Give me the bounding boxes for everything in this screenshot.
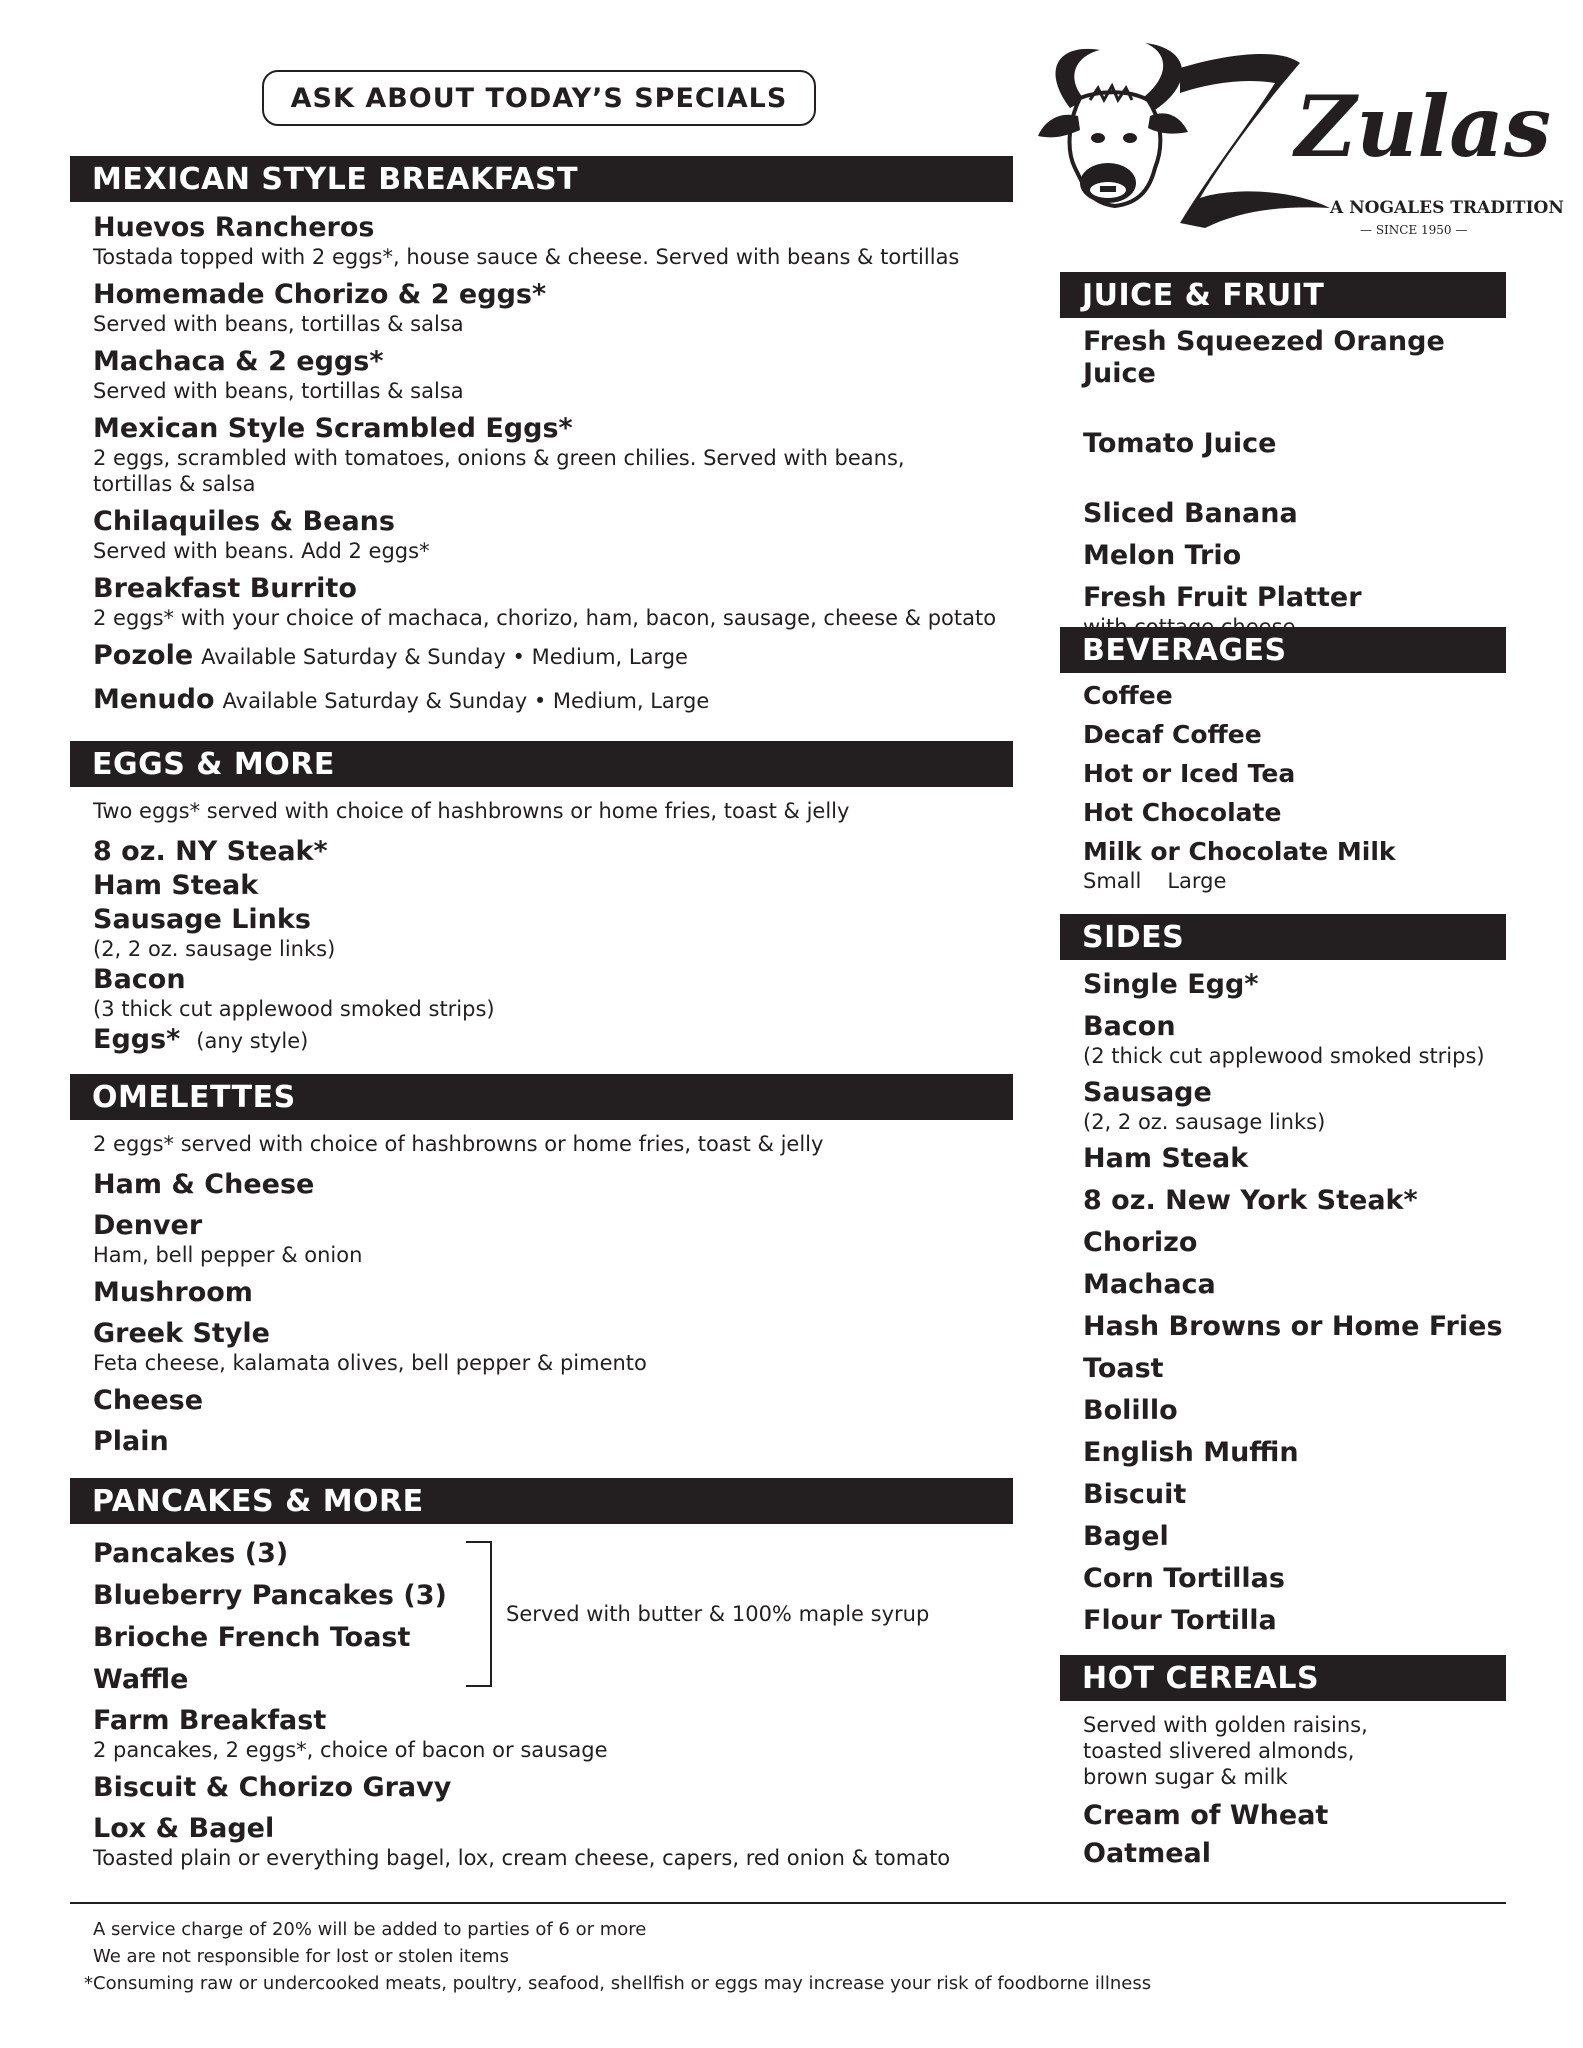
list-item: Oatmeal — [1083, 1838, 1211, 1869]
item-desc: (2 thick cut applewood smoked strips) — [1083, 1044, 1485, 1068]
item-name: Greek Style — [93, 1318, 270, 1349]
list-item — [93, 1210, 1013, 1268]
group-bracket — [466, 1541, 492, 1687]
size-large: Large — [1167, 869, 1227, 893]
list-item: Biscuit — [1083, 1479, 1187, 1510]
cereals-list — [1083, 1712, 1523, 1870]
item-name: Mushroom — [93, 1277, 253, 1308]
list-item — [93, 870, 1013, 902]
bull-logo-icon — [1030, 38, 1564, 238]
list-item — [93, 1169, 1013, 1201]
item-name: Eggs* — [93, 1024, 181, 1055]
item-name: Pozole — [93, 640, 194, 671]
item-name: Mexican Style Scrambled Eggs* — [93, 413, 573, 444]
list-item — [93, 1772, 1013, 1804]
item-name: Huevos Rancheros — [93, 212, 375, 243]
zulas-logo — [1030, 38, 1564, 238]
list-item — [93, 1705, 1013, 1763]
item-desc: 2 pancakes, 2 eggs*, choice of bacon or sausage — [93, 1738, 608, 1762]
beverages-header: BEVERAGES — [1060, 627, 1506, 673]
item-name: Breakfast Burrito — [93, 573, 357, 604]
list-item: Bagel — [1083, 1521, 1169, 1552]
list-item — [93, 1024, 1013, 1056]
item-desc: (any style) — [196, 1029, 309, 1053]
footer-disclaimer: *Consuming raw or undercooked meats, poultry, seafood, shellfish or eggs may increase your risk of foodborne illness — [84, 1973, 1152, 1994]
group-note: Served with butter & 100% maple syrup — [506, 1602, 930, 1626]
item-name: Homemade Chorizo & 2 eggs* — [93, 279, 547, 310]
svg-text:A NOGALES TRADITION: A NOGALES TRADITION — [1330, 198, 1564, 218]
section-intro: 2 eggs* served with choice of hashbrowns or home fries, toast & jelly — [93, 1132, 824, 1156]
item-name: Chilaquiles & Beans — [93, 506, 395, 537]
list-item — [93, 1426, 1013, 1458]
item-desc: Served with beans. Add 2 eggs* — [93, 539, 430, 563]
item-desc: 2 eggs, scrambled with tomatoes, onions & green chilies. Served with beans, tortillas & salsa — [93, 446, 905, 496]
list-item: Fresh Fruit Platter — [1083, 582, 1362, 613]
item-desc: Ham, bell pepper & onion — [93, 1243, 363, 1267]
list-item: English Muffin — [1083, 1437, 1299, 1468]
footer-divider — [70, 1902, 1506, 1904]
list-item: Sliced Banana — [1083, 498, 1298, 529]
list-item — [93, 506, 1013, 564]
mexican-header: MEXICAN STYLE BREAKFAST — [70, 156, 1013, 202]
sides-header: SIDES — [1060, 914, 1506, 960]
list-item — [93, 904, 1013, 962]
item-name: Menudo — [93, 684, 215, 715]
item-desc: (2, 2 oz. sausage links) — [93, 937, 336, 961]
list-item: Brioche French Toast — [93, 1622, 411, 1653]
list-item — [93, 640, 1013, 672]
list-item — [93, 346, 1013, 404]
item-name: Bacon — [93, 964, 186, 995]
list-item: Bacon — [1083, 1011, 1176, 1042]
item-name: Biscuit & Chorizo Gravy — [93, 1772, 452, 1803]
cereals-header: HOT CEREALS — [1060, 1655, 1506, 1701]
list-item: Pancakes (3) — [93, 1538, 289, 1569]
item-name: Machaca & 2 eggs* — [93, 346, 384, 377]
item-name: Ham & Cheese — [93, 1169, 315, 1200]
list-item: Hot Chocolate — [1083, 798, 1282, 827]
list-item: Tomato Juice — [1083, 428, 1277, 459]
list-item: Toast — [1083, 1353, 1164, 1384]
list-item: 8 oz. New York Steak* — [1083, 1185, 1418, 1216]
pancakes-list — [93, 1705, 1013, 1880]
list-item — [93, 836, 1013, 868]
list-item — [93, 684, 1013, 716]
list-item: Waffle — [93, 1664, 189, 1695]
item-name: 8 oz. NY Steak* — [93, 836, 328, 867]
item-desc: Available Saturday & Sunday • Medium, Large — [201, 645, 688, 669]
list-item: Chorizo — [1083, 1227, 1198, 1258]
list-item — [93, 212, 1013, 270]
omelettes-header: OMELETTES — [70, 1074, 1013, 1120]
size-options — [1083, 868, 1523, 894]
list-item: Hash Browns or Home Fries — [1083, 1311, 1503, 1342]
list-item: Ham Steak — [1083, 1143, 1249, 1174]
item-desc: Available Saturday & Sunday • Medium, Large — [222, 689, 710, 713]
svg-text:— SINCE 1950 —: — SINCE 1950 — — [1360, 223, 1468, 237]
item-desc: Tostada topped with 2 eggs*, house sauce & cheese. Served with beans & tortillas — [93, 245, 960, 269]
size-small: Small — [1083, 869, 1142, 893]
pancakes-header: PANCAKES & MORE — [70, 1478, 1013, 1524]
svg-text:Zulas: Zulas — [1295, 77, 1552, 176]
list-item: Hot or Iced Tea — [1083, 759, 1296, 788]
item-name: Plain — [93, 1426, 169, 1457]
list-item: Corn Tortillas — [1083, 1563, 1285, 1594]
item-name: Denver — [93, 1210, 203, 1241]
item-name: Sausage Links — [93, 904, 311, 935]
item-desc: Served with beans, tortillas & salsa — [93, 379, 464, 403]
list-item — [93, 1318, 1013, 1376]
sides-list — [1083, 969, 1523, 1637]
list-item: Coffee — [1083, 681, 1173, 710]
list-item: Blueberry Pancakes (3) — [93, 1580, 447, 1611]
list-item: Flour Tortilla — [1083, 1605, 1277, 1636]
item-name: Lox & Bagel — [93, 1813, 275, 1844]
item-desc: Toasted plain or everything bagel, lox, cream cheese, capers, red onion & tomato — [93, 1846, 951, 1870]
section-intro: Two eggs* served with choice of hashbrowns or home fries, toast & jelly — [93, 799, 850, 823]
mexican-list — [93, 212, 1013, 725]
list-item: Sausage — [1083, 1077, 1212, 1108]
eggs-header: EGGS & MORE — [70, 741, 1013, 787]
list-item — [93, 1385, 1013, 1417]
list-item — [93, 573, 1013, 631]
list-item: Cream of Wheat — [1083, 1800, 1329, 1831]
item-name: Cheese — [93, 1385, 204, 1416]
list-item — [93, 1813, 1013, 1871]
beverages-list — [1083, 680, 1523, 894]
list-item: Single Egg* — [1083, 969, 1259, 1000]
footer-note: A service charge of 20% will be added to parties of 6 or more — [93, 1919, 647, 1940]
item-desc: (3 thick cut applewood smoked strips) — [93, 997, 495, 1021]
section-intro-line: toasted slivered almonds, — [1083, 1739, 1355, 1763]
list-item — [93, 279, 1013, 337]
item-desc: (2, 2 oz. sausage links) — [1083, 1110, 1326, 1134]
list-item: Fresh Squeezed Orange Juice — [1083, 326, 1445, 389]
list-item — [93, 1277, 1013, 1309]
section-intro-line: brown sugar & milk — [1083, 1765, 1288, 1789]
list-item: Machaca — [1083, 1269, 1216, 1300]
list-item — [93, 964, 1013, 1022]
item-name: Ham Steak — [93, 870, 259, 901]
section-intro-line: Served with golden raisins, — [1083, 1713, 1368, 1737]
item-desc: Feta cheese, kalamata olives, bell pepper & pimento — [93, 1351, 647, 1375]
list-item: Bolillo — [1083, 1395, 1178, 1426]
list-item: Melon Trio — [1083, 540, 1242, 571]
eggs-list — [93, 798, 1013, 1058]
list-item — [93, 413, 1013, 497]
list-item: Decaf Coffee — [1083, 720, 1262, 749]
item-name: Farm Breakfast — [93, 1705, 327, 1736]
item-desc: Served with beans, tortillas & salsa — [93, 312, 464, 336]
specials-banner: ASK ABOUT TODAY’S SPECIALS — [262, 70, 816, 126]
omelettes-list — [93, 1131, 1013, 1467]
footer-note: We are not responsible for lost or stolen items — [93, 1946, 509, 1967]
juice-list — [1083, 326, 1523, 640]
item-desc: 2 eggs* with your choice of machaca, chorizo, ham, bacon, sausage, cheese & potato — [93, 606, 997, 630]
juice-header: JUICE & FRUIT — [1060, 272, 1506, 318]
list-item: Milk or Chocolate Milk — [1083, 837, 1396, 866]
